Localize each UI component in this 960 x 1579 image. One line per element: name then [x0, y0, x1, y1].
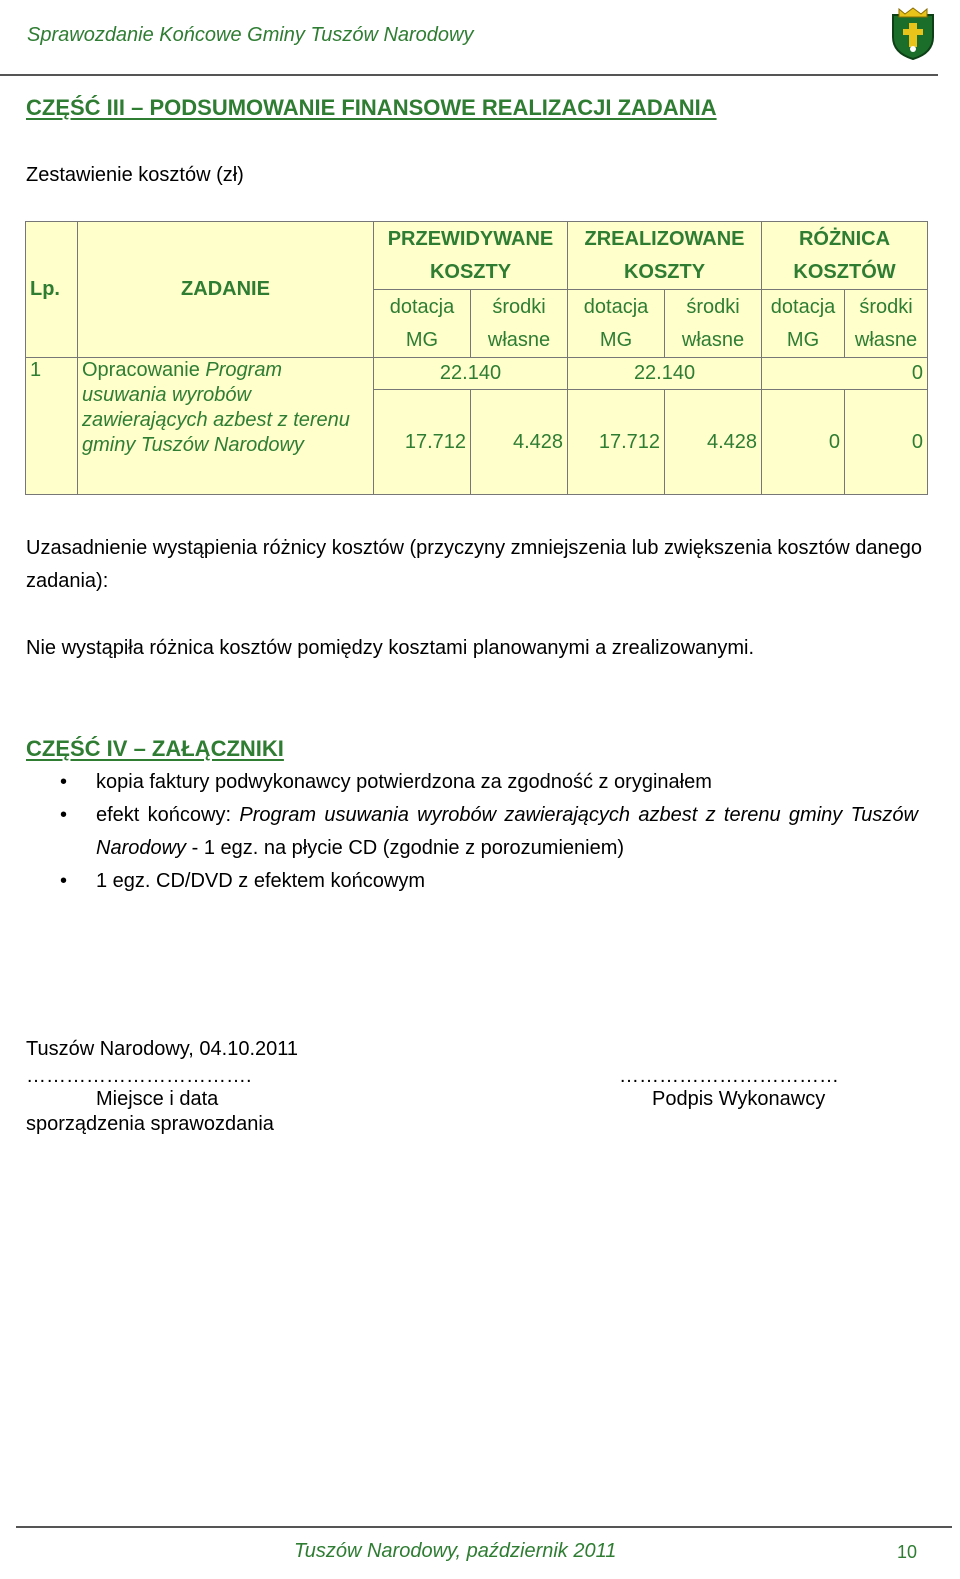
- page-number: 10: [897, 1542, 918, 1562]
- footer-divider: [16, 1526, 952, 1528]
- place-date-label-2: sporządzenia sprawozdania: [26, 1113, 274, 1135]
- col-header-lp: Lp.: [26, 222, 78, 358]
- subheader-realized-dotacja: dotacja MG: [568, 290, 665, 358]
- realized-wlasne-value: 4.428: [665, 390, 762, 495]
- row-task-title: Program usuwania wyrobów zawierających azbest z terenu gminy Tuszów Narodowy: [82, 359, 350, 456]
- realized-dotacja-value: 17.712: [568, 390, 665, 495]
- section-3-title: CZĘŚĆ III – PODSUMOWANIE FINANSOWE REALIZACJI ZADANIA: [26, 95, 717, 120]
- place-date-label: Miejsce i data: [96, 1088, 219, 1110]
- justification-answer: Nie wystąpiła różnica kosztów pomiędzy kosztami planowanymi a zrealizowanymi.: [26, 637, 755, 659]
- subheader-realized-wlasne: środki własne: [665, 290, 762, 358]
- attachments-list: [26, 766, 918, 898]
- cost-table: [25, 221, 928, 495]
- justification-question: Uzasadnienie wystąpienia różnicy kosztów (przyczyny zmniejszenia lub zwiększenia kosztów danego zadania):: [26, 537, 922, 592]
- attachment-item-suffix: - 1 egz. na płycie CD (zgodnie z porozumieniem): [186, 837, 625, 859]
- attachment-item-prefix: efekt końcowy:: [96, 804, 240, 826]
- section-4-title: CZĘŚĆ IV – ZAŁĄCZNIKI: [26, 736, 284, 761]
- signature-dots-right: ……………………………: [619, 1065, 839, 1087]
- col-header-task: ZADANIE: [78, 222, 374, 358]
- diff-dotacja-value: 0: [762, 390, 845, 495]
- diff-wlasne-value: 0: [845, 390, 928, 495]
- planned-dotacja-value: 17.712: [374, 390, 471, 495]
- realized-total: 22.140: [568, 358, 762, 390]
- col-header-planned: PRZEWIDYWANE KOSZTY: [374, 222, 568, 290]
- signature-dots-left: …………………………….: [26, 1065, 252, 1087]
- coat-of-arms-logo: [889, 5, 937, 61]
- col-header-realized: ZREALIZOWANE KOSZTY: [568, 222, 762, 290]
- row-task-name: [78, 358, 374, 495]
- place-date: Tuszów Narodowy, 04.10.2011: [26, 1038, 299, 1060]
- diff-total: 0: [762, 358, 928, 390]
- col-header-difference: RÓŻNICA KOSZTÓW: [762, 222, 928, 290]
- row-task-prefix: Opracowanie: [82, 359, 206, 381]
- footer-text: Tuszów Narodowy, październik 2011: [294, 1540, 617, 1562]
- document-header-title: Sprawozdanie Końcowe Gminy Tuszów Narodowy: [27, 24, 474, 46]
- attachment-item: [26, 799, 918, 865]
- header-divider: [0, 74, 938, 76]
- attachment-item-title: Program usuwania wyrobów zawierających azbest z terenu gminy Tuszów Narodowy: [96, 804, 918, 859]
- subheader-diff-wlasne: środki własne: [845, 290, 928, 358]
- subheader-planned-dotacja: dotacja MG: [374, 290, 471, 358]
- subheader-diff-dotacja: dotacja MG: [762, 290, 845, 358]
- contractor-signature-label: Podpis Wykonawcy: [652, 1088, 826, 1110]
- row-lp: 1: [26, 358, 78, 495]
- planned-total: 22.140: [374, 358, 568, 390]
- attachment-item: • kopia faktury podwykonawcy potwierdzona za zgodność z oryginałem: [26, 766, 918, 799]
- planned-wlasne-value: 4.428: [471, 390, 568, 495]
- subheader-planned-wlasne: środki własne: [471, 290, 568, 358]
- attachment-item: • 1 egz. CD/DVD z efektem końcowym: [26, 865, 918, 898]
- cost-summary-subtitle: Zestawienie kosztów (zł): [26, 164, 244, 186]
